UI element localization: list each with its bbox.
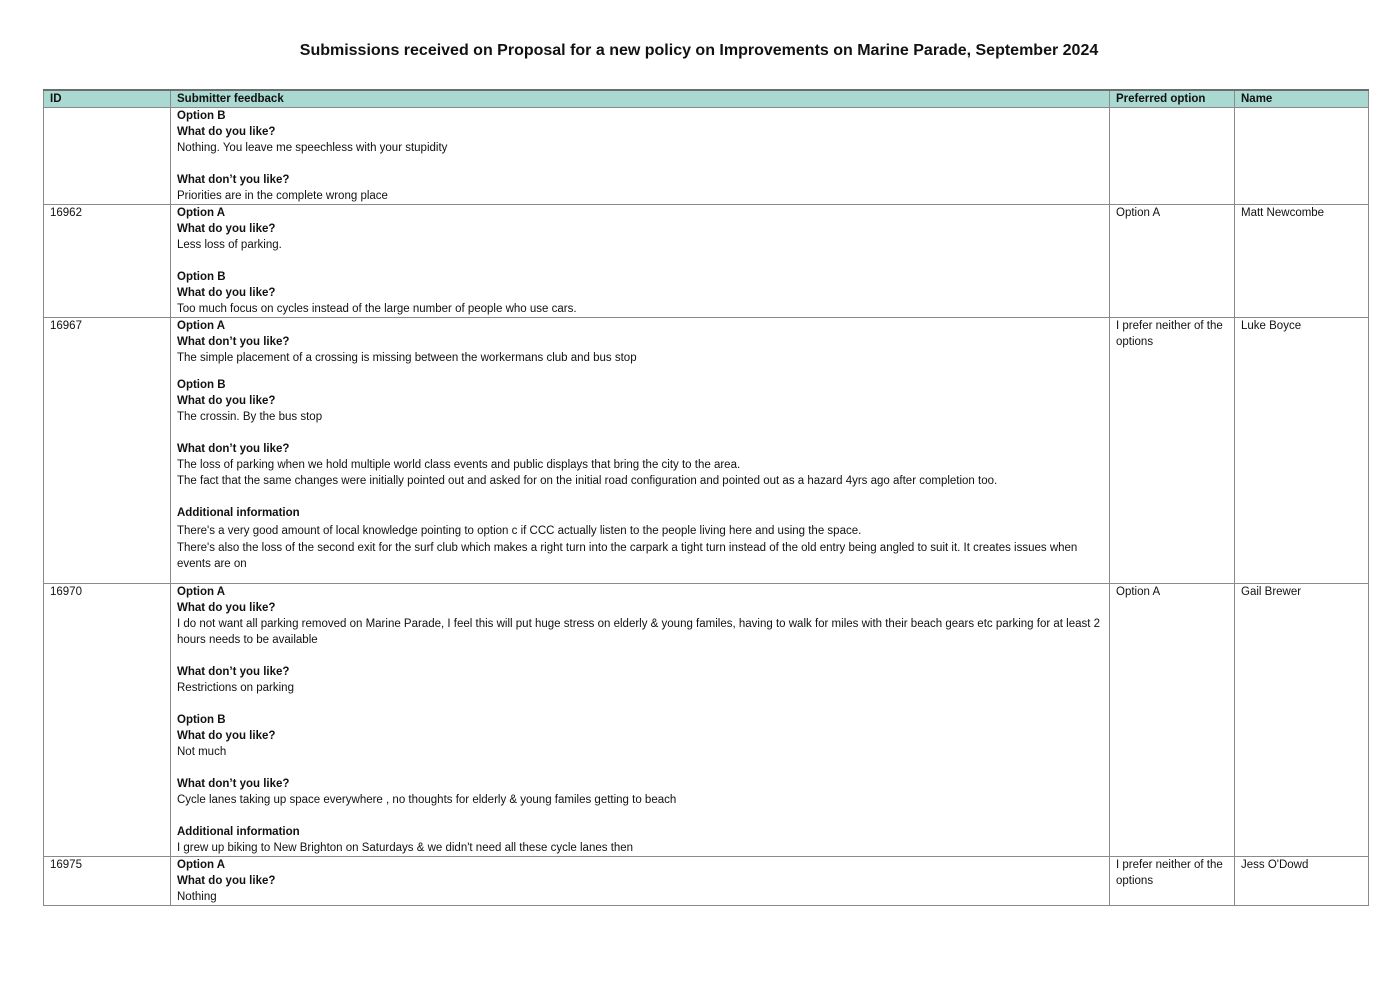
feedback-heading: What do you like?	[177, 287, 276, 299]
cell-preferred-option	[1110, 108, 1235, 205]
feedback-heading: Option A	[177, 320, 226, 332]
table-row	[44, 857, 1369, 906]
cell-feedback	[171, 584, 1110, 857]
cell-preferred-option: Option A	[1110, 584, 1235, 857]
feedback-text: There's also the loss of the second exit for the surf club which makes a right turn into the carpark a tight turn instead of the old entry being angled to suit it. It creates issues when events are on	[177, 542, 1078, 570]
feedback-text: Nothing. You leave me speechless with your stupidity	[177, 142, 448, 154]
table-row	[44, 318, 1369, 584]
cell-feedback	[171, 318, 1110, 584]
feedback-text: Restrictions on parking	[177, 682, 294, 694]
feedback-text: The simple placement of a crossing is missing between the workermans club and bus stop	[177, 352, 637, 364]
feedback-heading: Option B	[177, 271, 226, 283]
feedback-heading: What don’t you like?	[177, 336, 290, 348]
feedback-text: I do not want all parking removed on Marine Parade, I feel this will put huge stress on elderly & young familes, having to walk for miles with their beach gears etc parking for at least 2 hours needs to be available	[177, 618, 1101, 646]
feedback-heading: What don’t you like?	[177, 443, 290, 455]
cell-feedback	[171, 205, 1110, 318]
cell-id: 16970	[44, 584, 171, 857]
cell-preferred-option: Option A	[1110, 205, 1235, 318]
feedback-heading: Additional information	[177, 507, 300, 519]
feedback-heading: What do you like?	[177, 875, 276, 887]
cell-id: 16975	[44, 857, 171, 906]
table-row	[44, 584, 1369, 857]
cell-feedback	[171, 857, 1110, 906]
feedback-heading: What don’t you like?	[177, 174, 290, 186]
cell-id: 16962	[44, 205, 171, 318]
feedback-text: Cycle lanes taking up space everywhere , no thoughts for elderly & young familes getting to beach	[177, 794, 677, 806]
feedback-heading: What do you like?	[177, 223, 276, 235]
feedback-text: I grew up biking to New Brighton on Saturdays & we didn't need all these cycle lanes then	[177, 842, 634, 854]
cell-name: Jess O'Dowd	[1235, 857, 1369, 906]
feedback-text: The fact that the same changes were initially pointed out and asked for on the initial road configuration and pointed out as a hazard 4yrs ago after completion too.	[177, 475, 998, 487]
header-name: Name	[1235, 90, 1369, 108]
cell-preferred-option: I prefer neither of the options	[1110, 857, 1235, 906]
feedback-text: The loss of parking when we hold multiple world class events and public displays that bring the city to the area.	[177, 459, 741, 471]
cell-name: Matt Newcombe	[1235, 205, 1369, 318]
feedback-text: Not much	[177, 746, 227, 758]
feedback-heading: Option B	[177, 379, 226, 391]
feedback-heading: Option B	[177, 714, 226, 726]
feedback-heading: What do you like?	[177, 602, 276, 614]
feedback-heading: Option A	[177, 586, 226, 598]
feedback-heading: What do you like?	[177, 126, 276, 138]
feedback-heading: Additional information	[177, 826, 300, 838]
feedback-text: Too much focus on cycles instead of the large number of people who use cars.	[177, 303, 577, 315]
cell-id	[44, 108, 171, 205]
cell-id: 16967	[44, 318, 171, 584]
feedback-heading: What do you like?	[177, 395, 276, 407]
feedback-heading: What don’t you like?	[177, 778, 290, 790]
feedback-heading: Option A	[177, 859, 226, 871]
feedback-text: Less loss of parking.	[177, 239, 282, 251]
header-id: ID	[44, 90, 171, 108]
feedback-text: The crossin. By the bus stop	[177, 411, 323, 423]
submissions-table	[43, 89, 1369, 906]
cell-preferred-option: I prefer neither of the options	[1110, 318, 1235, 584]
cell-name: Luke Boyce	[1235, 318, 1369, 584]
cell-feedback	[171, 108, 1110, 205]
feedback-heading: What do you like?	[177, 730, 276, 742]
header-submitter-feedback: Submitter feedback	[171, 90, 1110, 108]
feedback-heading: What don’t you like?	[177, 666, 290, 678]
feedback-text: Priorities are in the complete wrong place	[177, 190, 388, 202]
cell-name	[1235, 108, 1369, 205]
table-row	[44, 205, 1369, 318]
feedback-text: Nothing	[177, 891, 217, 903]
document-title: Submissions received on Proposal for a new policy on Improvements on Marine Parade, September 2024	[299, 42, 1099, 59]
cell-name: Gail Brewer	[1235, 584, 1369, 857]
feedback-text: There's a very good amount of local knowledge pointing to option c if CCC actually listen to the people living here and using the space.	[177, 525, 862, 537]
header-preferred-option: Preferred option	[1110, 90, 1235, 108]
feedback-heading: Option B	[177, 110, 226, 122]
feedback-heading: Option A	[177, 207, 226, 219]
table-row	[44, 108, 1369, 205]
table-header-row	[44, 90, 1369, 108]
